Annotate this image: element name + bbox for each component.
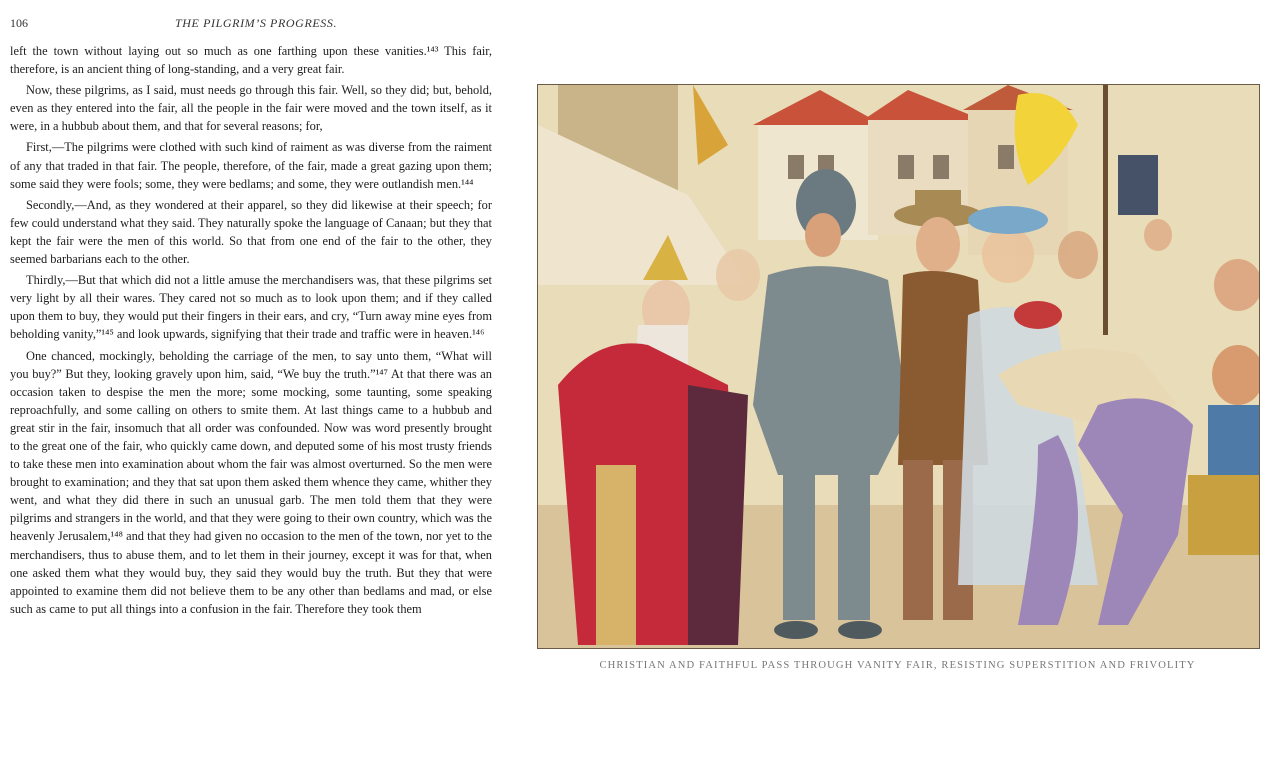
- paragraph-4: Secondly,—And, as they wondered at their apparel, so they did likewise at their speech; for few could understand what they said. They naturally spoke the language of Canaan; but they that kept the fair were the men of this world. So that from one end of the fair to the other, they seemed barbarians each to the other.: [10, 197, 492, 267]
- paragraph-6: One chanced, mockingly, beholding the carriage of the men, to say unto them, “What will you buy?” But they, looking gravely upon him, said, “We buy the truth.”¹⁴⁷ At that there was an occasion taken to despise the men the more; some mocking, some taunting, some speaking reproachfully, and some calling on others to smite them. At last things came to a hubbub and great stir in the fair, insomuch that all order was confounded. Now was word presently brought to the great one of the fair, who quickly came down, and deputed some of his most trusty friends to take these men into examination about whom the fair was almost overturned. So the men were brought to examination; and they that sat upon them asked them whence they came, whither they went, and what they did there in such an unusual garb. The men told them that they were pilgrims and strangers in the world, and that they were going to their own country, which was the heavenly Jerusalem,¹⁴⁸ and that they had given no occasion to the men of the town, nor yet to the merchandisers, thus to abuse them, and to let them in their journey, except it was for that, when one asked them what they would buy, they said they would buy the truth. But they that were appointed to examine them did not believe them to be any other than bedlams and mad, or else such as came to put all things into a confusion in the fair. Therefore they took them: [10, 348, 492, 616]
- paragraph-3: First,—The pilgrims were clothed with such kind of raiment as was diverse from the raiment of any that traded in that fair. The people, therefore, of the fair, made a great gazing upon them; some said they were fools; some, they were bedlams; and some, they were outlandish men.¹⁴⁴: [10, 140, 492, 191]
- running-head: [10, 12, 492, 30]
- left-page: [10, 12, 492, 621]
- vanity-fair-illustration: [538, 85, 1259, 648]
- page-number: 106: [10, 16, 28, 30]
- paragraph-1: left the town without laying out so much as one farthing upon these vanities.¹⁴³ This fair, therefore, is an ancient thing of long-standing, and a very great fair.: [10, 44, 492, 77]
- pole: [1103, 85, 1108, 335]
- illustration-caption: CHRISTIAN AND FAITHFUL PASS THROUGH VANITY FAIR, RESISTING SUPERSTITION AND FRIVOLITY: [599, 660, 1196, 671]
- armor: [753, 266, 908, 475]
- body-text: [10, 42, 492, 618]
- paragraph-5: Thirdly,—But that which did not a little amuse the merchandisers was, that these pilgrims set very light by all their wares. They cared not so much as to look upon them; and if they called upon them to buy, they would put their fingers in their ears, and cry, “Turn away mine eyes from beholding vanity,”¹⁴⁵ and look upwards, signifying that their trade and traffic were in heaven.¹⁴⁶: [10, 273, 492, 342]
- paragraph-2: Now, these pilgrims, as I said, must needs go through this fair. Well, so they did; but, behold, even as they entered into the fair, all the people in the fair were moved and the town itself, as it were, in a hubbub about them, and that for several reasons; for,: [10, 83, 492, 134]
- illustration-plate: [537, 84, 1260, 649]
- running-title: THE PILGRIM’S PROGRESS.: [175, 16, 338, 30]
